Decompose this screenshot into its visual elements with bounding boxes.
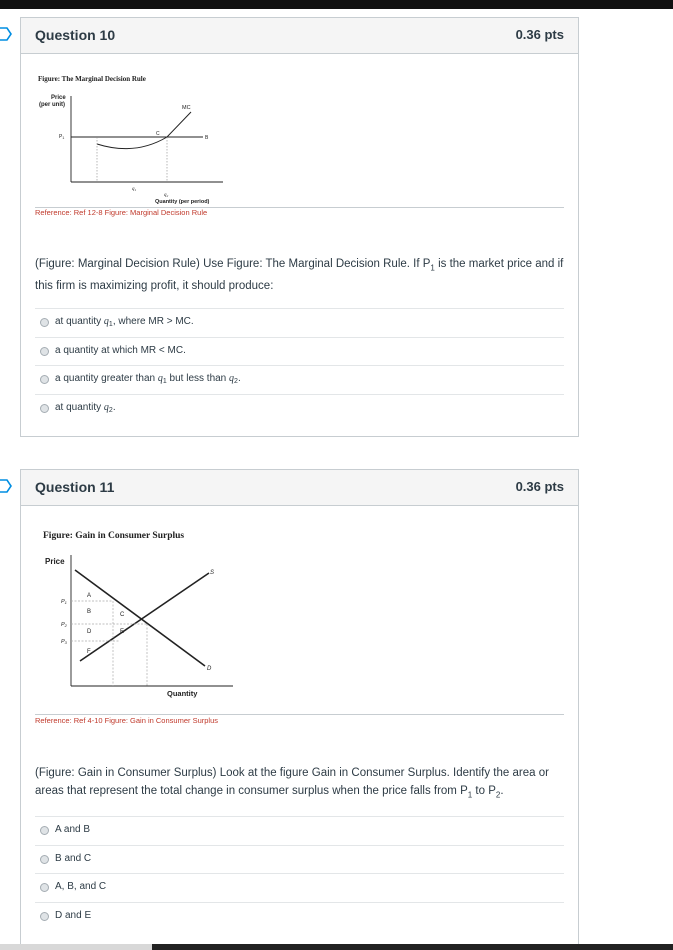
y-axis-label: Price — [45, 557, 65, 566]
answer-option[interactable] — [35, 337, 564, 366]
question-11 — [20, 469, 579, 950]
answer-list — [35, 816, 564, 930]
answer-label: at quantity $q_2$. — [55, 401, 116, 414]
mc-label: MC — [182, 105, 191, 111]
radio-button[interactable] — [40, 404, 49, 413]
radio-button[interactable] — [40, 855, 49, 864]
supply-label: S — [210, 570, 215, 576]
question-title: Question 11 — [35, 479, 115, 495]
question-header — [21, 470, 578, 506]
reference-text: Reference: Ref 4-10 Figure: Gain in Consumer Surplus — [35, 716, 219, 725]
answer-option[interactable] — [35, 365, 564, 394]
supply-curve — [80, 573, 209, 661]
area-a-label: A — [87, 593, 92, 599]
radio-button[interactable] — [40, 347, 49, 356]
question-text: (Figure: Marginal Decision Rule) Use Figure: The Marginal Decision Rule. If $P_1$ is the market price and if this firm is maximizing profit, it should produce: — [35, 258, 564, 293]
answer-list — [35, 308, 564, 422]
top-bar — [0, 0, 673, 9]
reference-divider — [35, 714, 564, 715]
question-points: 0.36 pts — [515, 479, 564, 494]
question-header — [21, 18, 578, 54]
radio-button[interactable] — [40, 826, 49, 835]
answer-option[interactable] — [35, 902, 564, 931]
y-axis-label-line2: (per unit) — [39, 102, 65, 108]
answer-label: at quantity $q_1$, where MR > MC. — [55, 316, 194, 328]
answer-label: A, B, and C — [55, 881, 107, 892]
answer-label: a quantity at which MR < MC. — [55, 344, 186, 356]
area-b-label: B — [87, 609, 92, 615]
y-axis-label-line1: Price — [51, 95, 66, 101]
radio-button[interactable] — [40, 318, 49, 327]
answer-label: a quantity greater than $q_1$ but less than $q_2$. — [55, 373, 241, 385]
p1-label: $P_1$ — [59, 134, 65, 140]
answer-label: B and C — [55, 852, 92, 864]
question-title: Question 10 — [35, 27, 116, 43]
answer-option[interactable] — [35, 308, 564, 337]
demand-label: D — [207, 666, 212, 672]
radio-button[interactable] — [40, 883, 49, 892]
area-d-label: D — [87, 629, 92, 635]
reference-text: Reference: Ref 12-8 Figure: Marginal Decision Rule — [35, 208, 208, 217]
p3-label: P3 — [61, 639, 67, 645]
mc-curve — [97, 112, 191, 149]
c-label: C — [156, 131, 160, 137]
answer-option[interactable] — [35, 845, 564, 874]
marginal-decision-figure — [35, 90, 245, 210]
x-axis-label: Quantity — [167, 689, 198, 698]
answer-option[interactable] — [35, 873, 564, 902]
question-points: 0.36 pts — [515, 27, 564, 42]
p2-label: P2 — [61, 622, 67, 628]
b-label: B — [205, 135, 209, 141]
x-axis-label: Quantity (per period) — [155, 199, 210, 205]
radio-button[interactable] — [40, 375, 49, 384]
consumer-surplus-figure — [35, 552, 245, 702]
q2-label: $q_2$ — [164, 193, 169, 198]
horizontal-scrollbar[interactable] — [152, 944, 673, 950]
answer-option[interactable] — [35, 394, 564, 423]
question-marker-icon — [0, 479, 12, 493]
p1-label: P1 — [61, 599, 67, 605]
answer-label: D and E — [55, 909, 92, 921]
area-e-label: E — [120, 629, 125, 635]
answer-option[interactable] — [35, 816, 564, 845]
q1-label: $q_1$ — [132, 187, 137, 192]
figure-title: Figure: Gain in Consumer Surplus — [43, 531, 185, 541]
question-text: (Figure: Gain in Consumer Surplus) Look at the figure Gain in Consumer Surplus. Identify the area or areas that represent the total change in consumer surplus when the price falls from $P_1$ to $P_2$. — [35, 767, 549, 800]
figure-title: Figure: The Marginal Decision Rule — [38, 75, 146, 83]
question-10 — [20, 17, 579, 437]
answer-label: A and B — [55, 824, 91, 835]
question-marker-icon — [0, 27, 12, 41]
radio-button[interactable] — [40, 912, 49, 921]
area-c-label: C — [120, 612, 125, 618]
area-f-label: F — [87, 649, 91, 655]
